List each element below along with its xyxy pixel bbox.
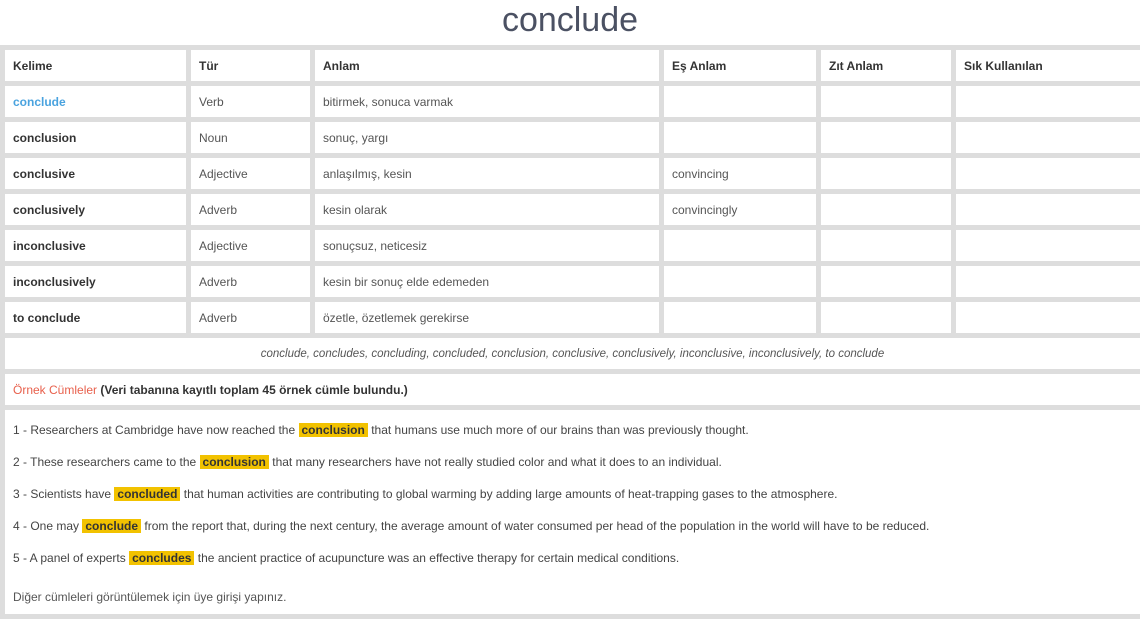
login-prompt[interactable]: Diğer cümleleri görüntülemek için üye girişi yapınız.	[13, 590, 287, 604]
antonym-cell	[821, 230, 951, 261]
type-cell: Adjective	[191, 230, 310, 261]
sentence-highlight: conclusion	[299, 423, 368, 437]
table-row	[5, 302, 1140, 333]
sentence-highlight: conclude	[82, 519, 141, 533]
meaning-cell: anlaşılmış, kesin	[315, 158, 659, 189]
word-cell[interactable]: inconclusive	[5, 230, 186, 261]
table-row	[5, 230, 1140, 261]
antonym-cell	[821, 302, 951, 333]
synonym-cell	[664, 122, 816, 153]
sentence-highlight: concludes	[129, 551, 194, 565]
meaning-cell: bitirmek, sonuca varmak	[315, 86, 659, 117]
meaning-cell: sonuçsuz, neticesiz	[315, 230, 659, 261]
sentence-highlight: conclusion	[200, 455, 269, 469]
sentence-post: that human activities are contributing to global warming by adding large amounts of heat-trapping gases to the atmosphere.	[183, 487, 838, 501]
type-cell: Adverb	[191, 302, 310, 333]
meaning-cell: özetle, özetlemek gerekirse	[315, 302, 659, 333]
sentence-pre: 1 - Researchers at Cambridge have now reached the	[13, 423, 296, 437]
meaning-cell: sonuç, yargı	[315, 122, 659, 153]
word-cell[interactable]: conclusion	[5, 122, 186, 153]
antonym-cell	[821, 86, 951, 117]
sentence-highlight: concluded	[114, 487, 180, 501]
frequent-cell	[956, 266, 1140, 297]
word-forms: conclude, concludes, concluding, concluded, conclusion, conclusive, conclusively, inconclusive, inconclusively, to conclude	[5, 338, 1140, 369]
sentence-pre: 3 - Scientists have	[13, 487, 112, 501]
sentence-post: the ancient practice of acupuncture was an effective therapy for certain medical conditions.	[197, 551, 680, 565]
synonym-cell	[664, 302, 816, 333]
type-cell: Adverb	[191, 194, 310, 225]
meaning-cell: kesin olarak	[315, 194, 659, 225]
sentence-pre: 2 - These researchers came to the	[13, 455, 197, 469]
table-header-row	[5, 50, 1140, 81]
word-cell[interactable]: conclusively	[5, 194, 186, 225]
examples-row	[5, 410, 1140, 614]
sentence-pre: 4 - One may	[13, 519, 80, 533]
word-cell[interactable]: to conclude	[5, 302, 186, 333]
frequent-cell	[956, 230, 1140, 261]
sentence-pre: 5 - A panel of experts	[13, 551, 126, 565]
word-cell[interactable]: inconclusively	[5, 266, 186, 297]
frequent-cell	[956, 194, 1140, 225]
example-sentence	[13, 542, 1132, 574]
page-title: conclude	[501, 1, 639, 39]
antonym-cell	[821, 158, 951, 189]
example-sentence	[13, 510, 1132, 542]
examples-header	[5, 374, 1140, 405]
word-forms-row	[5, 338, 1140, 369]
table-row	[5, 86, 1140, 117]
example-sentence	[13, 446, 1132, 478]
word-cell[interactable]: conclude	[5, 86, 186, 117]
type-cell: Verb	[191, 86, 310, 117]
table-row	[5, 158, 1140, 189]
synonym-cell	[664, 86, 816, 117]
header-tur: Tür	[191, 50, 310, 81]
example-sentence	[13, 478, 1132, 510]
examples-header-row	[5, 374, 1140, 405]
antonym-cell	[821, 122, 951, 153]
examples-summary: (Veri tabanına kayıtlı toplam 45 örnek cümle bulundu.)	[100, 382, 408, 397]
antonym-cell	[821, 194, 951, 225]
header-zit-anlam: Zıt Anlam	[821, 50, 951, 81]
header-sik-kullanilan: Sık Kullanılan	[956, 50, 1140, 81]
synonym-cell	[664, 230, 816, 261]
frequent-cell	[956, 86, 1140, 117]
header-anlam: Anlam	[315, 50, 659, 81]
synonym-cell: convincingly	[664, 194, 816, 225]
table-row	[5, 266, 1140, 297]
type-cell: Adverb	[191, 266, 310, 297]
type-cell: Noun	[191, 122, 310, 153]
sentence-post: from the report that, during the next century, the average amount of water consumed per head of the population in the world will have to be reduced.	[144, 519, 930, 533]
examples-label: Örnek Cümleler	[13, 382, 98, 397]
antonym-cell	[821, 266, 951, 297]
word-cell[interactable]: conclusive	[5, 158, 186, 189]
type-cell: Adjective	[191, 158, 310, 189]
header-es-anlam: Eş Anlam	[664, 50, 816, 81]
table-row	[5, 122, 1140, 153]
sentence-post: that humans use much more of our brains than was previously thought.	[371, 423, 749, 437]
frequent-cell	[956, 122, 1140, 153]
synonym-cell	[664, 266, 816, 297]
examples-list	[5, 410, 1140, 614]
meaning-cell: kesin bir sonuç elde edemeden	[315, 266, 659, 297]
example-sentence	[13, 414, 1132, 446]
sentence-post: that many researchers have not really studied color and what it does to an individual.	[272, 455, 722, 469]
table-row	[5, 194, 1140, 225]
word-table	[0, 45, 1140, 619]
header-kelime: Kelime	[5, 50, 186, 81]
frequent-cell	[956, 302, 1140, 333]
frequent-cell	[956, 158, 1140, 189]
synonym-cell: convincing	[664, 158, 816, 189]
